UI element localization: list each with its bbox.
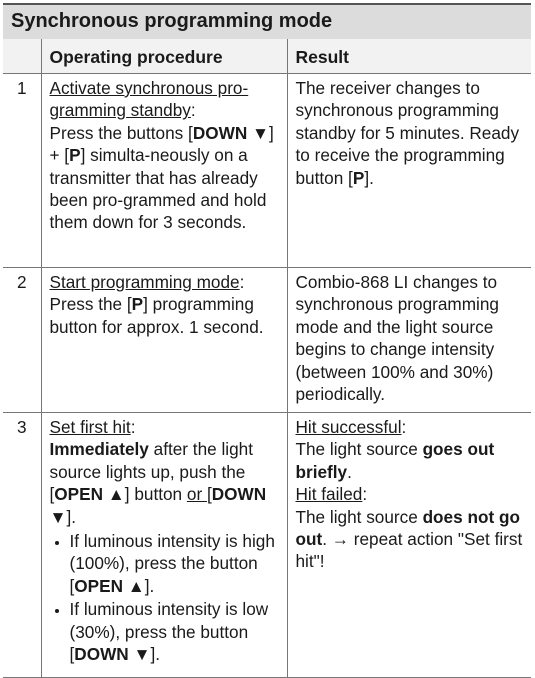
step-title-colon: :: [239, 272, 245, 292]
down-button-ref: DOWN ▼: [49, 484, 267, 527]
table-row: [3, 413, 531, 678]
table-row: [3, 268, 531, 413]
p-button-ref: P: [69, 145, 81, 166]
table-row: [3, 74, 531, 268]
bullet-text: If luminous intensity is low (30%), press the button [: [69, 599, 269, 665]
result-text: The light source: [295, 439, 423, 460]
instruction-text: [: [206, 484, 212, 505]
step-instruction: [50, 438, 280, 528]
open-button-ref: OPEN ▲: [54, 484, 125, 505]
step-number: 2: [3, 268, 41, 413]
step-title: Activate synchronous pro-gramming standby: [49, 78, 249, 121]
bullet-list: [50, 530, 280, 665]
instruction-text: ] programming button for approx. 1 second.: [49, 294, 264, 337]
step-instruction: [50, 293, 280, 338]
down-button-ref: DOWN ▼: [192, 122, 270, 143]
instruction-text: ] simulta-neously on a transmitter that has already been pro-grammed and hold them down for 3 seconds.: [49, 145, 267, 233]
instruction-text: ].: [66, 506, 77, 527]
step-number: 3: [3, 413, 41, 678]
instruction-text: Press the [: [49, 294, 132, 315]
result-header: Result: [287, 39, 531, 74]
p-button-ref: P: [131, 294, 144, 315]
result-cell: [287, 74, 531, 268]
list-item: [70, 598, 280, 665]
procedure-cell: [41, 413, 287, 678]
bullet-text: ].: [150, 644, 161, 665]
step-number: 1: [3, 74, 41, 268]
bullet-text: If luminous intensity is high (100%), press the button [: [69, 531, 275, 596]
open-button-ref: OPEN ▲: [74, 575, 145, 596]
instruction-text: ] + [: [49, 122, 274, 166]
step-title: Set first hit: [49, 417, 131, 437]
step-title-colon: :: [130, 417, 136, 437]
down-button-ref: DOWN ▼: [74, 644, 151, 665]
procedure-cell: [41, 74, 287, 268]
step-title: Start programming mode: [49, 272, 240, 292]
procedure-table: [3, 39, 531, 678]
instruction-text: ] button: [124, 484, 187, 505]
procedure-cell: [41, 268, 287, 413]
fail-colon: :: [362, 484, 368, 505]
result-text: The receiver changes to synchronous programming standby for 5 minutes. Ready to receive the programming button [: [295, 78, 520, 188]
section-title: Synchronous programming mode: [3, 3, 531, 39]
emphasis-text: goes out briefly: [295, 439, 495, 482]
success-label: Hit successful: [295, 417, 402, 437]
result-text: ].: [364, 167, 374, 188]
bullet-text: ].: [144, 575, 155, 596]
result-cell: [287, 413, 531, 678]
result-text: . → repeat action "Set first hit"!: [295, 529, 523, 572]
emphasis-text: does not go out: [295, 506, 520, 550]
number-header: [3, 39, 41, 74]
result-text: .: [347, 461, 352, 482]
list-item: [70, 530, 280, 597]
or-text: or: [186, 484, 207, 505]
fail-label: Hit failed: [295, 484, 363, 505]
instruction-text: Press the buttons [: [49, 122, 193, 143]
instruction-text: after the light source lights up, push the [: [49, 439, 253, 505]
p-button-ref: P: [352, 167, 365, 188]
emphasis-text: Immediately: [49, 439, 149, 460]
result-text: The light source: [295, 506, 423, 527]
result-cell: Combio-868 LI changes to synchronous programming mode and the light source begins to change intensity (between 100% and 30%) periodically.: [287, 268, 531, 413]
procedure-header: Operating procedure: [41, 39, 287, 74]
success-text: [296, 438, 525, 483]
fail-text: [296, 506, 525, 573]
step-instruction: [50, 122, 280, 234]
step-title-colon: :: [190, 100, 196, 121]
success-colon: :: [401, 417, 407, 437]
table-header-row: [3, 39, 531, 74]
